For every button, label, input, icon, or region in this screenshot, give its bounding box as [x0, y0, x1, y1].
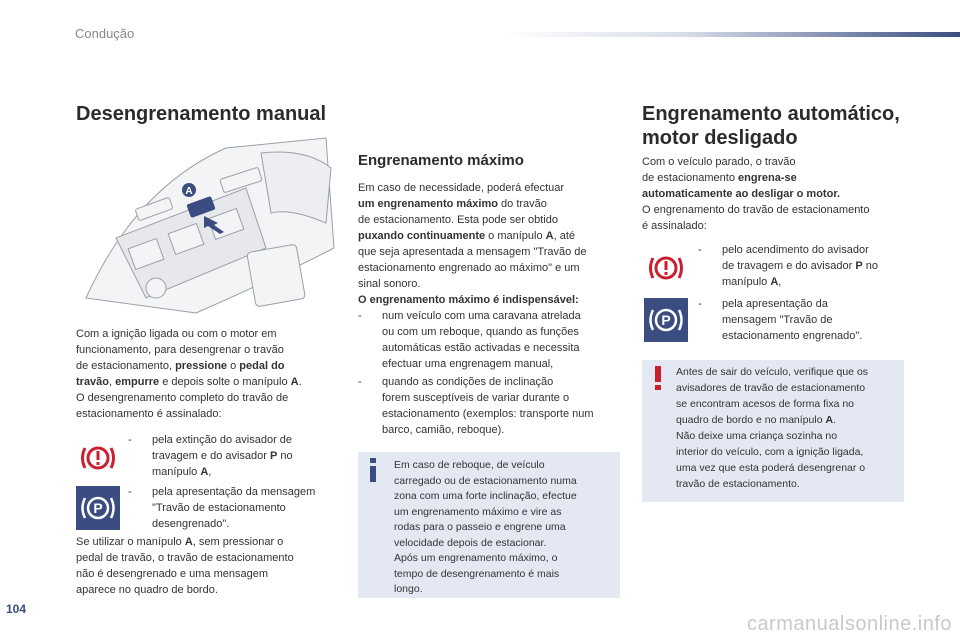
- title-auto-1: Engrenamento automático,: [642, 103, 900, 125]
- title-max: Engrenamento máximo: [358, 152, 524, 169]
- handle-label: A: [185, 186, 193, 197]
- parking-brake-icon-right: [644, 298, 688, 342]
- brake-warning-icon-right: [644, 246, 688, 290]
- brake-warning-icon: [76, 436, 120, 480]
- svg-text:P: P: [661, 312, 671, 328]
- left-para1-l6: estacionamento é assinalado:: [76, 408, 222, 420]
- section-header: Condução: [75, 26, 135, 41]
- exclamation-icon: [652, 366, 664, 390]
- info-icon: [366, 458, 380, 482]
- warning-box: Antes de sair do veículo, verifique que os avisadores de travão de estacionamento se encontram acesos de forma fixa no quadro de bordo e no manípulo A. Não deixe uma criança sozinha no interior do veículo, com a ignição ligada, uma vez que esta poderá desengrenar o travão de estacionamento.: [642, 360, 904, 502]
- left-para1-l1: Com a ignição ligada ou com o motor em: [76, 328, 277, 340]
- left-para1-l2: funcionamento, para desengrenar o travão: [76, 344, 284, 356]
- console-illustration: [76, 128, 338, 318]
- info-box: Em caso de reboque, de veículo carregado ou de estacionamento numa zona com uma forte inclinação, efectue um engrenamento máximo e vire as rodas para o passeio e engrene uma velocidade depois de estacionar. Após um engrenamento máximo, o tempo de desengrenamento é mais longo.: [358, 452, 620, 598]
- title-auto-2: motor desligado: [642, 127, 798, 149]
- svg-text:P: P: [93, 500, 103, 516]
- page-number: 104: [6, 602, 27, 616]
- parking-brake-icon: [76, 486, 120, 530]
- watermark: carmanualsonline.info: [746, 613, 952, 635]
- left-para1-l5: O desengrenamento completo do travão de: [76, 392, 289, 404]
- header-bar: [500, 32, 960, 37]
- title-manual: Desengrenamento manual: [76, 103, 327, 125]
